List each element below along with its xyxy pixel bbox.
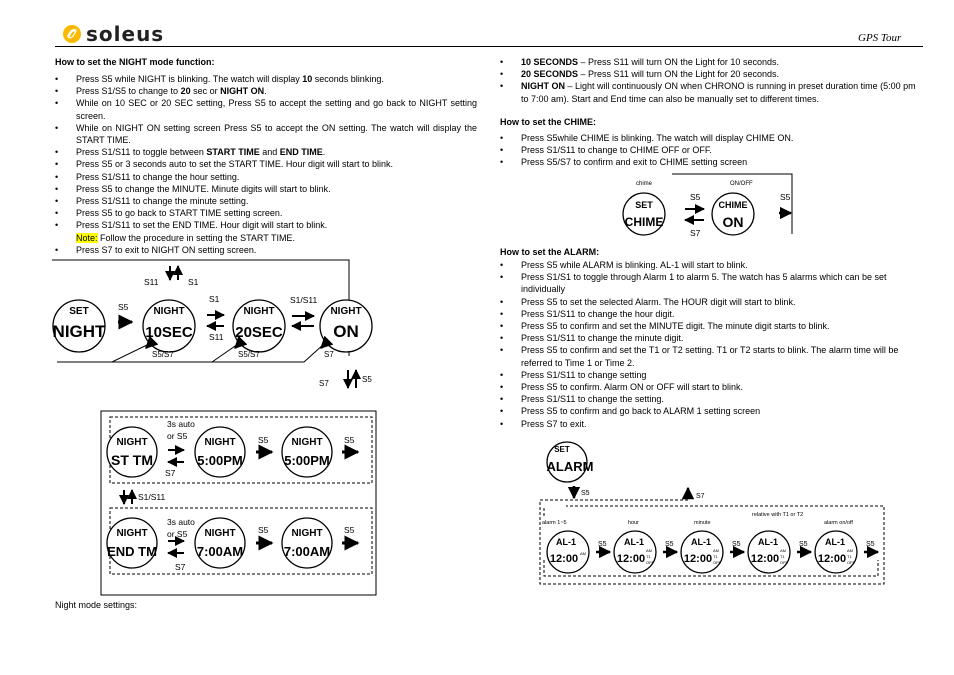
night-diagram-2: [100, 410, 380, 598]
svg-text:12:00: 12:00: [683, 553, 713, 565]
list-item: • Press S1/S1 to toggle through Alarm 1 to alarm 5. The watch has 5 alarms which can be set individually: [500, 271, 924, 295]
label-alarm-on-off: alarm on/off: [824, 520, 853, 526]
svg-text:AM: AM: [646, 548, 652, 553]
label-hour: hour: [628, 520, 640, 526]
label-s5: S5: [118, 302, 129, 312]
list-item: • Press S7 to exit to NIGHT ON setting screen.: [55, 244, 477, 256]
svg-text:CHIME: CHIME: [624, 215, 664, 229]
list-item: • Press S5 to change the MINUTE. Minute digits will start to blink.: [55, 183, 477, 195]
svg-text:NIGHT: NIGHT: [204, 528, 236, 539]
watch-screen: [282, 518, 332, 568]
alarm-list: [500, 259, 924, 430]
svg-text:T1: T1: [780, 554, 785, 559]
label-s5-s7: S5/S7: [238, 350, 260, 359]
watch-screen: [282, 427, 332, 477]
night-heading: How to set the NIGHT mode function:: [55, 57, 215, 67]
list-item: • Press S1/S5 to change to 20 sec or NIGHT ON.: [55, 85, 477, 97]
label-s5: S5: [258, 525, 269, 535]
svg-text:ON: ON: [333, 322, 359, 341]
svg-text:SET: SET: [554, 445, 570, 454]
arrow-down-left-icon: [321, 342, 327, 348]
svg-text:END TM: END TM: [107, 544, 157, 559]
label-s7: S7: [690, 228, 701, 238]
watch-screen: [195, 518, 245, 568]
svg-text:T1: T1: [646, 554, 651, 559]
label-alarm-range: alarm 1~5: [542, 520, 567, 526]
chime-diagram: [622, 172, 802, 244]
label-chime: chime: [636, 181, 653, 187]
label-s5: S5: [866, 541, 875, 548]
list-item: • Press S1/S11 to change the hour digit.: [500, 308, 924, 320]
label-s11: S11: [209, 332, 224, 342]
label-or-s5: or S5: [167, 431, 188, 441]
list-item: • Press S1/S11 to change to CHIME OFF or OFF.: [500, 144, 924, 156]
svg-text:OFF: OFF: [646, 560, 654, 565]
label-3s-auto: 3s auto: [167, 419, 195, 429]
watch-screen: [107, 518, 157, 568]
svg-text:NIGHT: NIGHT: [116, 528, 148, 539]
soleus-logo-icon: [62, 24, 82, 44]
svg-text:OFF: OFF: [780, 560, 788, 565]
list-item: • Press S1/S11 to change the minute setting.: [55, 195, 477, 207]
list-item: • NIGHT ON – Light will continuously ON when CHRONO is running in preset duration time (5:00 pm to 7:00 am). Start and End time can also be manually set to different times.: [500, 80, 924, 104]
svg-text:NIGHT: NIGHT: [291, 528, 323, 539]
label-s5-s7: S5/S7: [152, 350, 174, 359]
label-s5: S5: [780, 192, 791, 202]
list-item: • Press S5 to confirm and set the T1 or T2 setting. T1 or T2 starts to blink. The alarm time will be referred to Time 1 or Time 2.: [500, 344, 924, 368]
svg-text:CHIME: CHIME: [718, 200, 748, 210]
watch-screen: [107, 427, 157, 477]
list-item: • Press S1/S11 to change setting: [500, 369, 924, 381]
svg-text:OFF: OFF: [847, 560, 855, 565]
watch-screen: [712, 193, 754, 235]
svg-text:12:00: 12:00: [616, 553, 646, 565]
label-minute: minute: [694, 520, 711, 526]
svg-text:7:00AM: 7:00AM: [283, 544, 331, 559]
list-item: • Press S7 to exit.: [500, 418, 924, 430]
list-item: • Press S5 while NIGHT is blinking. The watch will display 10 seconds blinking.: [55, 73, 477, 85]
svg-text:NIGHT: NIGHT: [330, 306, 362, 317]
svg-text:12:00: 12:00: [750, 553, 780, 565]
svg-text:T1: T1: [713, 554, 718, 559]
label-s7: S7: [324, 350, 334, 359]
watch-screen: [547, 531, 589, 573]
svg-text:20SEC: 20SEC: [235, 324, 283, 341]
brand-name: soleus: [86, 22, 165, 46]
svg-text:AL-1: AL-1: [758, 537, 778, 547]
alarm-heading: How to set the ALARM:: [500, 247, 600, 257]
svg-text:ON: ON: [722, 214, 744, 230]
list-item: • Press S1/S11 to change the hour setting.: [55, 171, 477, 183]
night-caption: Night mode settings:: [55, 600, 138, 610]
svg-text:NIGHT: NIGHT: [204, 437, 236, 448]
label-s1: S1: [209, 294, 220, 304]
label-s11: S11: [144, 277, 159, 287]
svg-text:5:00PM: 5:00PM: [284, 453, 330, 468]
svg-text:OFF: OFF: [713, 560, 721, 565]
note-text: Follow the procedure in setting the START TIME.: [97, 232, 295, 243]
brand-logo: [62, 22, 164, 46]
svg-text:T1: T1: [847, 554, 852, 559]
svg-text:AM: AM: [847, 548, 853, 553]
night-list: [55, 73, 477, 256]
svg-text:AL-1: AL-1: [825, 537, 845, 547]
list-item: • Press S5/S7 to confirm and exit to CHIME setting screen: [500, 156, 924, 168]
label-s1-s11: S1/S11: [290, 295, 318, 305]
label-s5: S5: [665, 541, 674, 548]
page-title: GPS Tour: [858, 32, 902, 44]
svg-text:NIGHT: NIGHT: [243, 306, 275, 317]
label-on-off: ON/OFF: [730, 181, 753, 187]
list-item: • Press S1/S11 to change the setting.: [500, 393, 924, 405]
label-or-s5: or S5: [167, 529, 188, 539]
header-rule: [55, 46, 923, 47]
list-item: • Press S1/S11 to toggle between START TIME and END TIME.: [55, 146, 477, 158]
svg-text:NIGHT: NIGHT: [153, 306, 185, 317]
label-s5: S5: [732, 541, 741, 548]
list-item: • Press S5 or 3 seconds auto to set the START TIME. Hour digit will start to blink.: [55, 158, 477, 170]
list-item: • Press S5 while ALARM is blinking. AL-1 will start to blink.: [500, 259, 924, 271]
list-item: • Press S1/S11 to set the END TIME. Hour digit will start to blink. Note: Follow the procedure in setting the START TIME.: [55, 219, 477, 243]
light-list: [500, 56, 924, 105]
watch-screen: [195, 427, 245, 477]
alarm-diagram: [538, 436, 890, 588]
label-s5: S5: [344, 525, 355, 535]
label-s1: S1: [188, 277, 199, 287]
label-s5: S5: [344, 435, 355, 445]
watch-screen: [681, 531, 723, 573]
list-item: • Press S5 to set the selected Alarm. The HOUR digit will start to blink.: [500, 296, 924, 308]
svg-text:AM: AM: [713, 548, 719, 553]
list-item: • Press S5 to confirm and set the MINUTE digit. The minute digit starts to blink.: [500, 320, 924, 332]
svg-text:10SEC: 10SEC: [145, 324, 193, 341]
svg-text:NIGHT: NIGHT: [116, 437, 148, 448]
list-item: • 10 SECONDS – Press S11 will turn ON the Light for 10 seconds.: [500, 56, 924, 68]
watch-screen: [748, 531, 790, 573]
chime-heading: How to set the CHIME:: [500, 117, 596, 127]
note-label: Note:: [76, 232, 98, 243]
svg-text:NIGHT: NIGHT: [291, 437, 323, 448]
svg-text:AL-1: AL-1: [624, 537, 644, 547]
list-item: • 20 SECONDS – Press S11 will turn ON the Light for 20 seconds.: [500, 68, 924, 80]
svg-text:5:00PM: 5:00PM: [197, 453, 243, 468]
label-s5: S5: [598, 541, 607, 548]
label-3s-auto: 3s auto: [167, 517, 195, 527]
watch-screen: [320, 300, 372, 352]
watch-screen: [53, 300, 107, 352]
svg-text:AL-1: AL-1: [556, 537, 576, 547]
svg-text:SET: SET: [635, 200, 653, 210]
label-s7: S7: [319, 379, 329, 388]
label-s5: S5: [690, 192, 701, 202]
label-s7: S7: [165, 468, 176, 478]
label-s5: S5: [258, 435, 269, 445]
svg-text:NIGHT: NIGHT: [52, 322, 106, 341]
list-item: • Press S5 to confirm. Alarm ON or OFF will start to blink.: [500, 381, 924, 393]
svg-text:12:00: 12:00: [549, 553, 579, 565]
list-item: • Press S5 to go back to START TIME setting screen.: [55, 207, 477, 219]
svg-text:12:00: 12:00: [817, 553, 847, 565]
list-item: • Press S5while CHIME is blinking. The watch will display CHIME ON.: [500, 132, 924, 144]
list-item: • While on 10 SEC or 20 SEC setting, Press S5 to accept the setting and go back to NIGHT setting screen.: [55, 97, 477, 121]
list-item: • Press S5 to confirm and go back to ALARM 1 setting screen: [500, 405, 924, 417]
label-s1-s11: S1/S11: [138, 492, 166, 502]
label-s5: S5: [362, 375, 372, 384]
night-diagram-1: [52, 258, 402, 398]
label-s5: S5: [799, 541, 808, 548]
svg-text:ALARM: ALARM: [546, 459, 594, 474]
svg-text:SET: SET: [69, 306, 89, 317]
svg-text:7:00AM: 7:00AM: [196, 544, 244, 559]
svg-text:AL-1: AL-1: [691, 537, 711, 547]
watch-screen: [623, 193, 665, 235]
list-item: • Press S1/S11 to change the minute digit.: [500, 332, 924, 344]
label-relative-t1-t2: relative with T1 or T2: [752, 512, 804, 518]
list-item: • While on NIGHT ON setting screen Press S5 to accept the ON setting. The watch will display the START TIME.: [55, 122, 477, 146]
watch-screen: [614, 531, 656, 573]
label-s5: S5: [581, 490, 590, 497]
svg-text:ST TM: ST TM: [111, 452, 153, 468]
svg-text:AM: AM: [580, 551, 586, 556]
chime-list: [500, 132, 924, 169]
watch-screen: [815, 531, 857, 573]
label-s7: S7: [175, 562, 186, 572]
label-s7: S7: [696, 493, 705, 500]
watch-screen: [233, 300, 285, 352]
svg-text:AM: AM: [780, 548, 786, 553]
watch-screen: [547, 442, 594, 482]
